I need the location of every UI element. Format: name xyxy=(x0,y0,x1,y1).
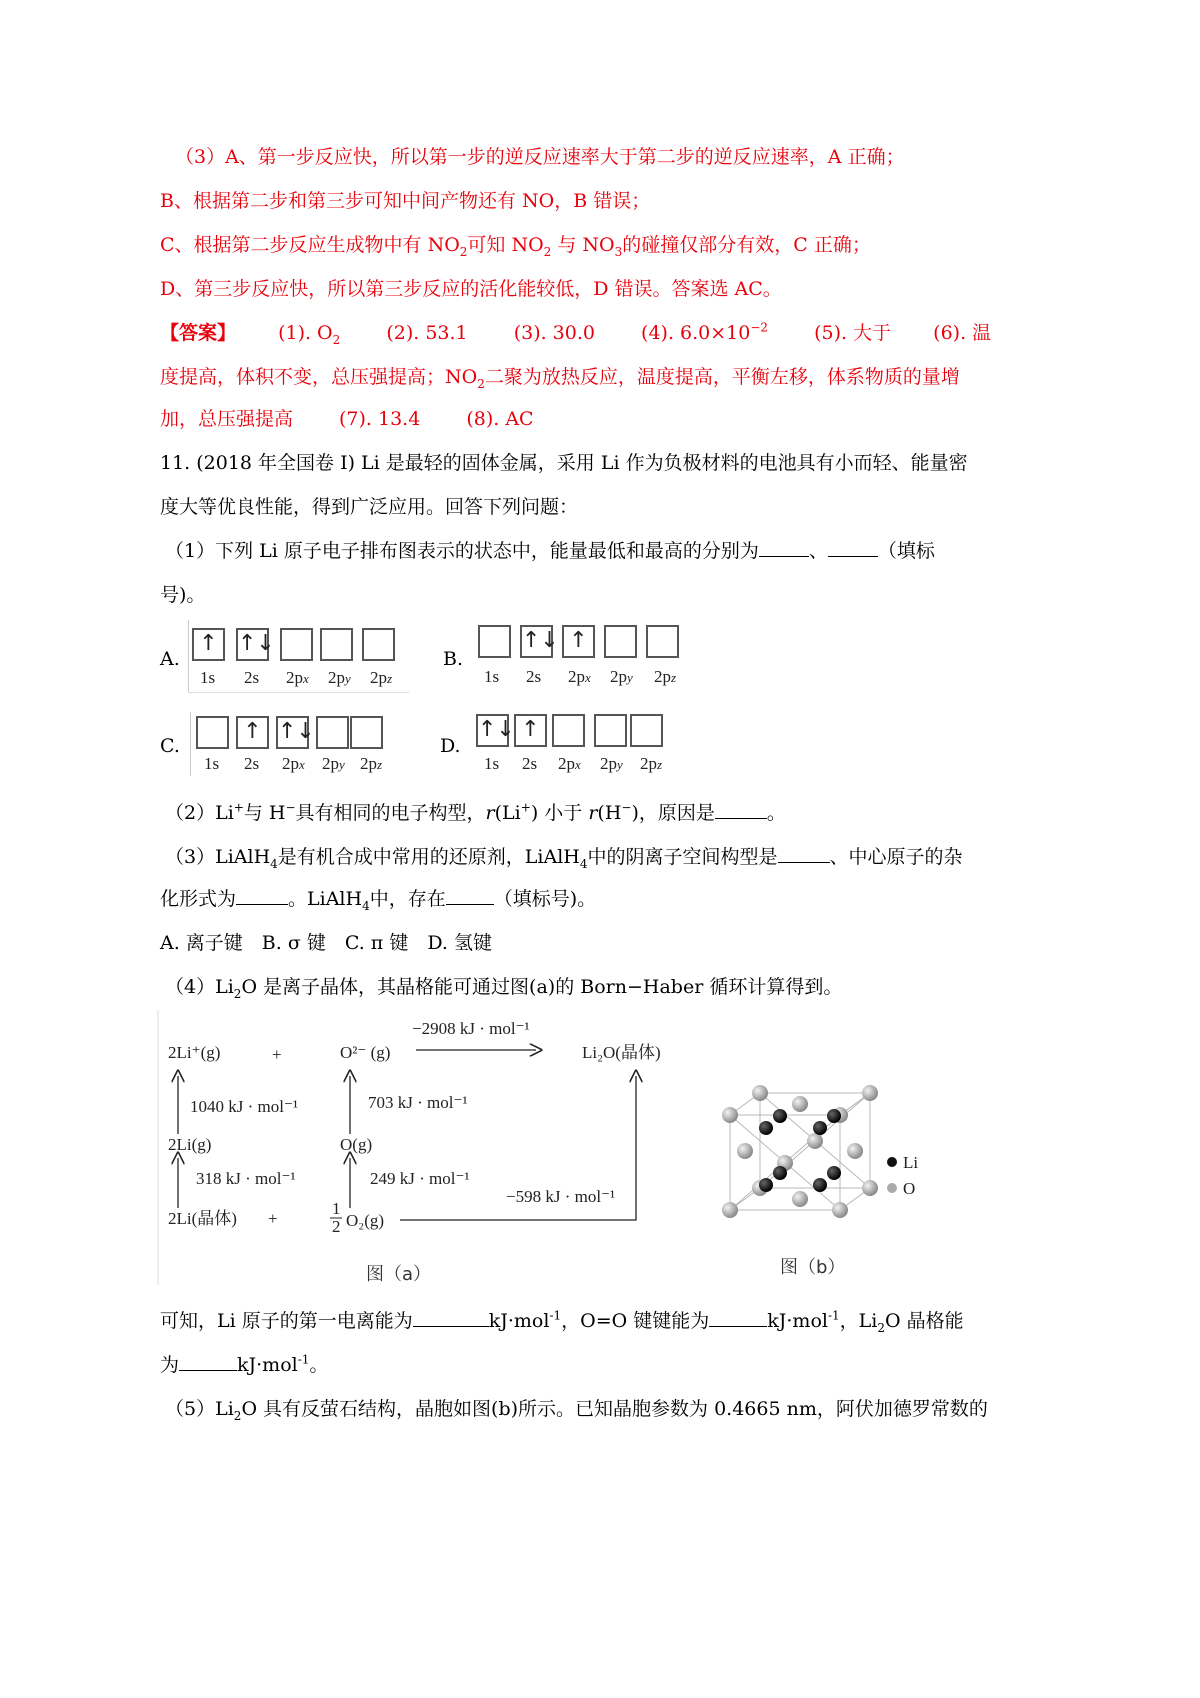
legend-li-dot xyxy=(887,1157,897,1167)
answer-blank[interactable] xyxy=(413,1308,489,1327)
orbital-label-1s: 1s xyxy=(200,668,216,687)
orbital-box-2s: ↑↓ xyxy=(236,628,269,661)
orbital-label-1s: 1s xyxy=(204,754,220,773)
orbital-box-2py xyxy=(594,714,627,747)
label-2li-crystal: 2Li(晶体) xyxy=(168,1209,237,1228)
orbital-box-2py xyxy=(316,716,349,749)
answer-blank[interactable] xyxy=(709,1308,767,1327)
answer-tag: 【答案】 xyxy=(160,322,237,344)
question-3-options: A. 离子键 B. σ 键 C. π 键 D. 氢键 xyxy=(160,932,492,954)
option-label: B. xyxy=(443,648,464,670)
answer-blank[interactable] xyxy=(446,886,494,905)
orbital-label-2px: 2px xyxy=(568,667,591,686)
label-plus: + xyxy=(268,1209,278,1228)
label-598: −598 kJ · mol⁻¹ xyxy=(506,1187,616,1206)
orbital-label-2s: 2s xyxy=(244,754,260,773)
option-label: A. xyxy=(160,648,180,670)
label-318: 318 kJ · mol⁻¹ xyxy=(196,1169,296,1188)
question-1-cont: 号)。 xyxy=(160,584,206,606)
answer-blank[interactable] xyxy=(236,886,288,905)
label-2li-g: 2Li(g) xyxy=(168,1135,212,1154)
orbital-label-2px: 2px xyxy=(286,668,309,687)
orbital-box-2s: ↑↓ xyxy=(520,625,553,658)
orbital-box-2pz xyxy=(350,716,383,749)
figure-b-unit-cell xyxy=(710,1075,950,1290)
figure-a-caption: 图（a） xyxy=(366,1264,432,1285)
question-4: $(4)Li_2O$ 是离子晶体，其晶格能可通过图(a)的 Born−Haber 循环计算得到。 xyxy=(165,976,843,1001)
analysis-line-d: D、第三步反应快，所以第三步反应的活化能较低，D 错误。答案选 AC。 xyxy=(160,278,782,300)
legend-o-label: O xyxy=(903,1179,916,1198)
question-5: $(5)Li_2O$ 具有反萤石结构，晶胞如图(b)所示。已知晶胞参数为 0.4665 nm，阿伏加德罗常数的 xyxy=(165,1398,988,1423)
label-2li-plus-g: 2Li⁺(g) xyxy=(168,1043,221,1062)
orbital-label-2s: 2s xyxy=(526,667,542,686)
question-1: （1）下列 Li 原子电子排布图表示的状态中，能量最低和最高的分别为 、 （填标 xyxy=(165,540,935,562)
orbital-label-2py: 2py xyxy=(328,668,351,687)
orbital-label-2pz: 2pz xyxy=(370,668,393,687)
analysis-line-b: B、根据第二步和第三步可知中间产物还有 NO，B 错误； xyxy=(160,190,651,212)
orbital-box-2pz xyxy=(630,714,663,747)
orbital-box-2s: ↑ xyxy=(514,714,547,747)
orbital-box-2px xyxy=(280,628,313,661)
figure-b-caption: 图（b） xyxy=(780,1257,846,1278)
label-half-denominator: 2 xyxy=(332,1217,341,1236)
orbital-label-2s: 2s xyxy=(522,754,538,773)
analysis-line-c: C、根据第二步反应生成物中有 $NO_2$可知 $NO_2$ 与 $NO_3$的碰撞仅部分有效，C 正确； xyxy=(160,234,871,259)
label-plus: + xyxy=(272,1045,282,1064)
label-249: 249 kJ · mol⁻¹ xyxy=(370,1169,470,1188)
answer-line-2: 度提高，体积不变，总压强提高；$NO_2$二聚为放热反应，温度提高，平衡左移，体系物质的量增 xyxy=(160,366,960,391)
orbital-box-1s: ↑ xyxy=(192,628,225,661)
question-intro-2: 度大等优良性能，得到广泛应用。回答下列问题： xyxy=(160,496,579,518)
question-3: （3）LiAlH$_4$是有机合成中常用的还原剂，LiAlH$_4$中的阴离子空间构型是 、中心原子的杂 xyxy=(165,846,963,871)
orbital-box-2pz xyxy=(362,628,395,661)
orbital-box-2py xyxy=(320,628,353,661)
orbital-box-2py xyxy=(604,625,637,658)
orbital-label-2px: 2px xyxy=(558,754,581,773)
label-1040: 1040 kJ · mol⁻¹ xyxy=(190,1097,299,1116)
orbital-box-1s xyxy=(196,716,229,749)
label-703: 703 kJ · mol⁻¹ xyxy=(368,1093,468,1112)
question-3-cont: 化形式为 。LiAlH$_4$中，存在 （填标号)。 xyxy=(160,888,597,913)
option-label: C. xyxy=(160,735,180,757)
label-li2o-crystal: Li₂O(晶体) xyxy=(582,1043,661,1062)
orbital-box-2pz xyxy=(646,625,679,658)
label-o2-minus-g: O²⁻ (g) xyxy=(340,1043,391,1062)
orbital-box-1s xyxy=(478,625,511,658)
question-intro-1: 11. (2018 年全国卷 I) Li 是最轻的固体金属，采用 Li 作为负极材料的电池具有小而轻、能量密 xyxy=(160,452,968,474)
orbital-label-1s: 1s xyxy=(484,754,500,773)
orbital-box-2s: ↑ xyxy=(236,716,269,749)
analysis-line-a: （3）A、第一步反应快，所以第一步的逆反应速率大于第二步的逆反应速率，A 正确； xyxy=(175,146,905,168)
label-lattice-energy: −2908 kJ · mol⁻¹ xyxy=(412,1019,530,1038)
orbital-label-2pz: 2pz xyxy=(654,667,677,686)
orbital-label-2py: 2py xyxy=(322,754,345,773)
question-4-cont: 可知，Li 原子的第一电离能为 kJ·mol$^{-1}$，O=O 键键能为 kJ·mol$^{-1}$，$Li_2O$ 晶格能 xyxy=(160,1308,964,1335)
oxygen-atoms xyxy=(722,1085,878,1218)
answer-blank[interactable] xyxy=(179,1352,237,1371)
answer-line-1: 【答案】 (1). $O_2$ (2). 53.1 (3). 30.0 (4). $6.0\times 10^{-2}$ (5). 大于 (6). 温 xyxy=(160,320,992,347)
answer-blank[interactable] xyxy=(759,538,809,557)
legend-li-label: Li xyxy=(903,1153,919,1172)
question-2: （2）Li+与 H−具有相同的电子构型，r(Li+) 小于 r(H−)，原因是 。 xyxy=(165,800,786,824)
orbital-label-2pz: 2pz xyxy=(640,754,663,773)
question-4-cont-2: 为 kJ·mol$^{-1}$。 xyxy=(160,1352,329,1376)
legend-o-dot xyxy=(887,1183,897,1193)
orbital-box-2px: ↑↓ xyxy=(276,716,309,749)
orbital-box-2px xyxy=(552,714,585,747)
answer-blank[interactable] xyxy=(715,800,767,819)
orbital-box-2px: ↑ xyxy=(562,625,595,658)
orbital-box-1s: ↑↓ xyxy=(476,714,509,747)
orbital-label-2s: 2s xyxy=(244,668,260,687)
orbital-label-2px: 2px xyxy=(282,754,305,773)
orbital-label-2pz: 2pz xyxy=(360,754,383,773)
option-label: D. xyxy=(440,735,461,757)
answer-blank[interactable] xyxy=(778,844,830,863)
orbital-label-2py: 2py xyxy=(600,754,623,773)
label-o2-g: O₂(g) xyxy=(346,1211,385,1230)
answer-line-3: 加，总压强提高 (7). 13.4 (8). AC xyxy=(160,408,534,430)
orbital-label-1s: 1s xyxy=(484,667,500,686)
orbital-label-2py: 2py xyxy=(610,667,633,686)
label-o-g: O(g) xyxy=(340,1135,373,1154)
label-half-numerator: 1 xyxy=(332,1199,341,1218)
figure-a-born-haber xyxy=(150,1010,710,1290)
answer-blank[interactable] xyxy=(828,538,878,557)
